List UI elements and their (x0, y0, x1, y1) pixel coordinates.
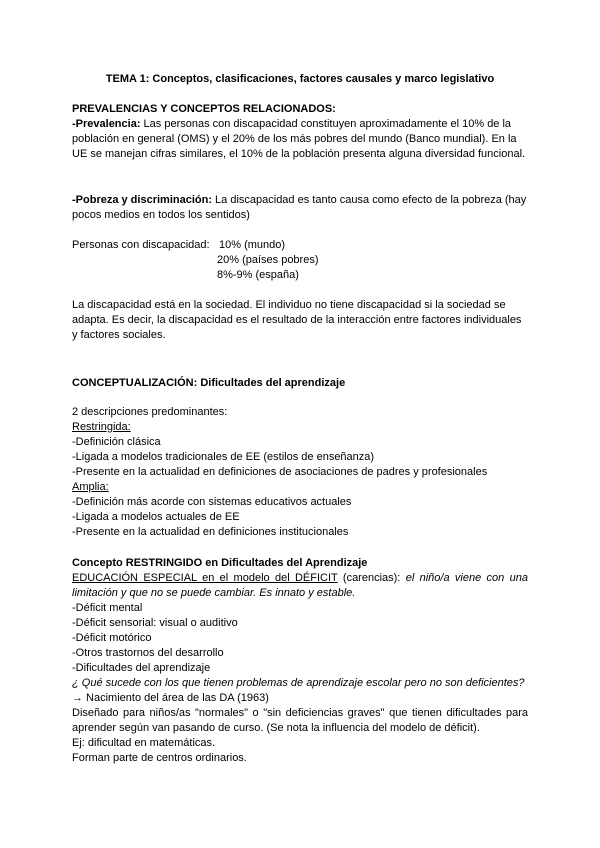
deficit-item: -Dificultades del aprendizaje (72, 662, 211, 674)
pobreza-label: -Pobreza y discriminación: (72, 194, 212, 206)
stat-spain: 8%-9% (españa) (217, 269, 299, 281)
prevalencia-label: -Prevalencia: (72, 118, 141, 130)
stats-row (72, 238, 528, 253)
forman-line: Forman parte de centros ordinarios. (72, 752, 247, 764)
restringida-item: -Ligada a modelos tradicionales de EE (estilos de enseñanza) (72, 451, 375, 463)
stat-world: 10% (mundo) (219, 239, 286, 251)
prevalencias-heading: PREVALENCIAS Y CONCEPTOS RELACIONADOS: (72, 103, 336, 115)
pobreza-text: La discapacidad es tanto causa como efecto de la pobreza (hay pocos medios en todos los sentidos) (72, 194, 527, 221)
prevalencia-paragraph (72, 117, 528, 162)
sociedad-block (72, 298, 528, 343)
amplia-item: -Ligada a modelos actuales de EE (72, 511, 240, 523)
amplia-item: -Presente en la actualidad en definiciones institucionales (72, 526, 349, 538)
descripciones-intro: 2 descripciones predominantes: (72, 406, 228, 418)
stat-poor: 20% (países pobres) (217, 254, 319, 266)
pobreza-paragraph (72, 193, 528, 223)
pobreza-section (72, 193, 528, 223)
restringida-label: Restringida: (72, 421, 131, 433)
amplia-label: Amplia: (72, 481, 109, 493)
descripciones-block (72, 405, 528, 540)
ee-label: EDUCACIÓN ESPECIAL en el modelo del DÉFICIT (72, 572, 338, 584)
deficit-item: -Déficit sensorial: visual o auditivo (72, 617, 238, 629)
question-line: ¿ Qué sucede con los que tienen problemas de aprendizaje escolar pero no son deficientes? (72, 677, 525, 689)
concepto-heading: Concepto RESTRINGIDO en Dificultades del Aprendizaje (72, 557, 368, 569)
prevalencias-section (72, 102, 528, 162)
stats-label: Personas con discapacidad: (72, 239, 210, 251)
prevalencia-text: Las personas con discapacidad constituyen aproximadamente el 10% de la población en general (OMS) y el 20% de los más pobres del mundo (Banco mundial). En la UE se manejan cifras similares, el 10% de la población presenta alguna diversidad funcional. (72, 118, 526, 160)
restringida-item: -Definición clásica (72, 436, 161, 448)
nacimiento-line: → Nacimiento del área de las DA (1963) (72, 692, 269, 704)
ejemplo-line: Ej: dificultad en matemáticas. (72, 737, 216, 749)
sociedad-paragraph: La discapacidad está en la sociedad. El individuo no tiene discapacidad si la sociedad se adapta. Es decir, la discapacidad es el resultado de la interacción entre factores individuales y factores sociales. (72, 299, 522, 341)
ee-paren: (carencias): (337, 572, 406, 584)
ee-paragraph (72, 571, 528, 601)
deficit-item: -Otros trastornos del desarrollo (72, 647, 224, 659)
stats-block (72, 238, 528, 283)
conceptualizacion-section (72, 376, 528, 391)
concepto-section (72, 556, 528, 766)
ee-italic: el niño/a viene con una limitación y que no se puede cambiar. Es innato y estable. (72, 572, 528, 599)
page-title: TEMA 1: Conceptos, clasificaciones, factores causales y marco legislativo (105, 73, 495, 85)
amplia-item: -Definición más acorde con sistemas educativos actuales (72, 496, 352, 508)
deficit-item: -Déficit mental (72, 602, 143, 614)
restringida-item: -Presente en la actualidad en definiciones de asociaciones de padres y profesionales (72, 466, 488, 478)
conceptualizacion-heading: CONCEPTUALIZACIÓN: Dificultades del aprendizaje (72, 377, 346, 389)
disenado-paragraph: Diseñado para niños/as "normales" o "sin deficiencias graves" que tienen dificultades para aprender según van pasando de curso. (Se nota la influencia del modelo de déficit). (72, 707, 528, 734)
deficit-item: -Déficit motórico (72, 632, 152, 644)
